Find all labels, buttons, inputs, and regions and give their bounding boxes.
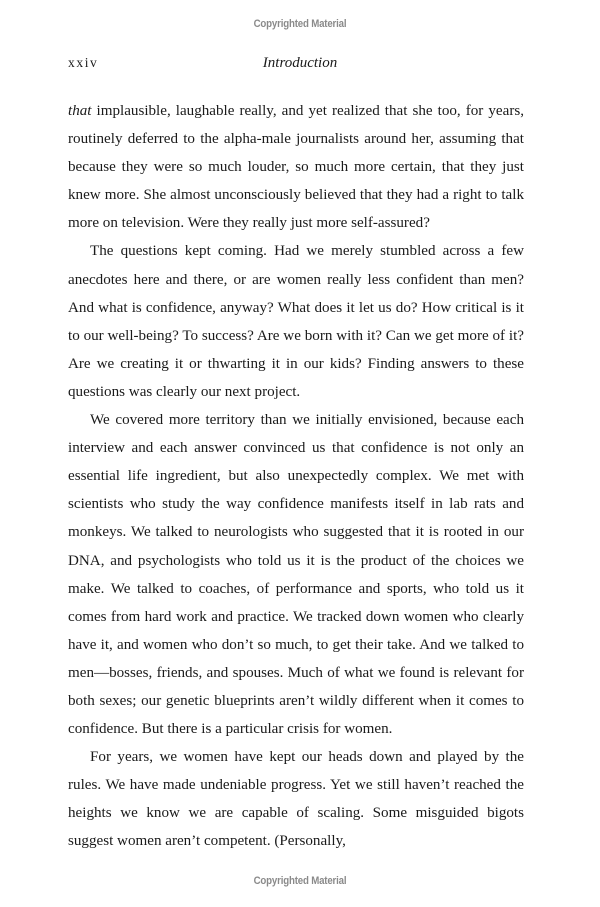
page-number: xxiv [68, 55, 99, 70]
paragraph-1-lead-italic: that [68, 103, 92, 119]
chapter-title: Introduction [262, 55, 338, 71]
copyright-watermark-top: Copyrighted Material [253, 18, 347, 30]
paragraph-1-text: implausible, laughable really, and yet realized that she too, for years, routinely deferred to the alpha-male journalists around her, assuming that because they were so much louder, so much more certain, that they just knew more. She almost unconsciously believed that they had a right to talk more on television. Were they really just more self-assured? [68, 103, 524, 232]
paragraph-2: The questions kept coming. Had we merely stumbled across a few anecdotes here and there, or are women really less confident than men? And what is confidence, anyway? What does it let us do? How critical is it to our well-being? To success? Are we born with it? Can we get more of it? Are we creating it or thwarting it in our kids? Finding answers to these questions was clearly our next project. [68, 243, 524, 400]
paragraph-3: We covered more territory than we initially envisioned, because each interview and each answer convinced us that confidence is not only an essential life ingredient, but also unexpectedly complex. We met with scientists who study the way confidence manifests itself in lab rats and monkeys. We talked to neurologists who suggested that it is rooted in our DNA, and psychologists who told us it is the product of the choices we make. We talked to coaches, of performance and sports, who told us it comes from hard work and practice. We tracked down women who clearly have it, and women who don’t so much, to get their take. And we talked to men—bosses, friends, and spouses. Much of what we found is relevant for both sexes; our genetic blueprints aren’t wildly different when it comes to confidence. But there is a particular crisis for women. [68, 412, 524, 738]
body-text-block [68, 97, 524, 856]
paragraph-4: For years, we women have kept our heads down and played by the rules. We have made undeniable progress. Yet we still haven’t reached the heights we know we are capable of scaling. Some misguided bigots suggest women aren’t competent. (Personally, [68, 749, 524, 850]
copyright-watermark-bottom: Copyrighted Material [253, 875, 347, 887]
paragraph-1 [68, 97, 524, 237]
running-head [68, 55, 524, 75]
